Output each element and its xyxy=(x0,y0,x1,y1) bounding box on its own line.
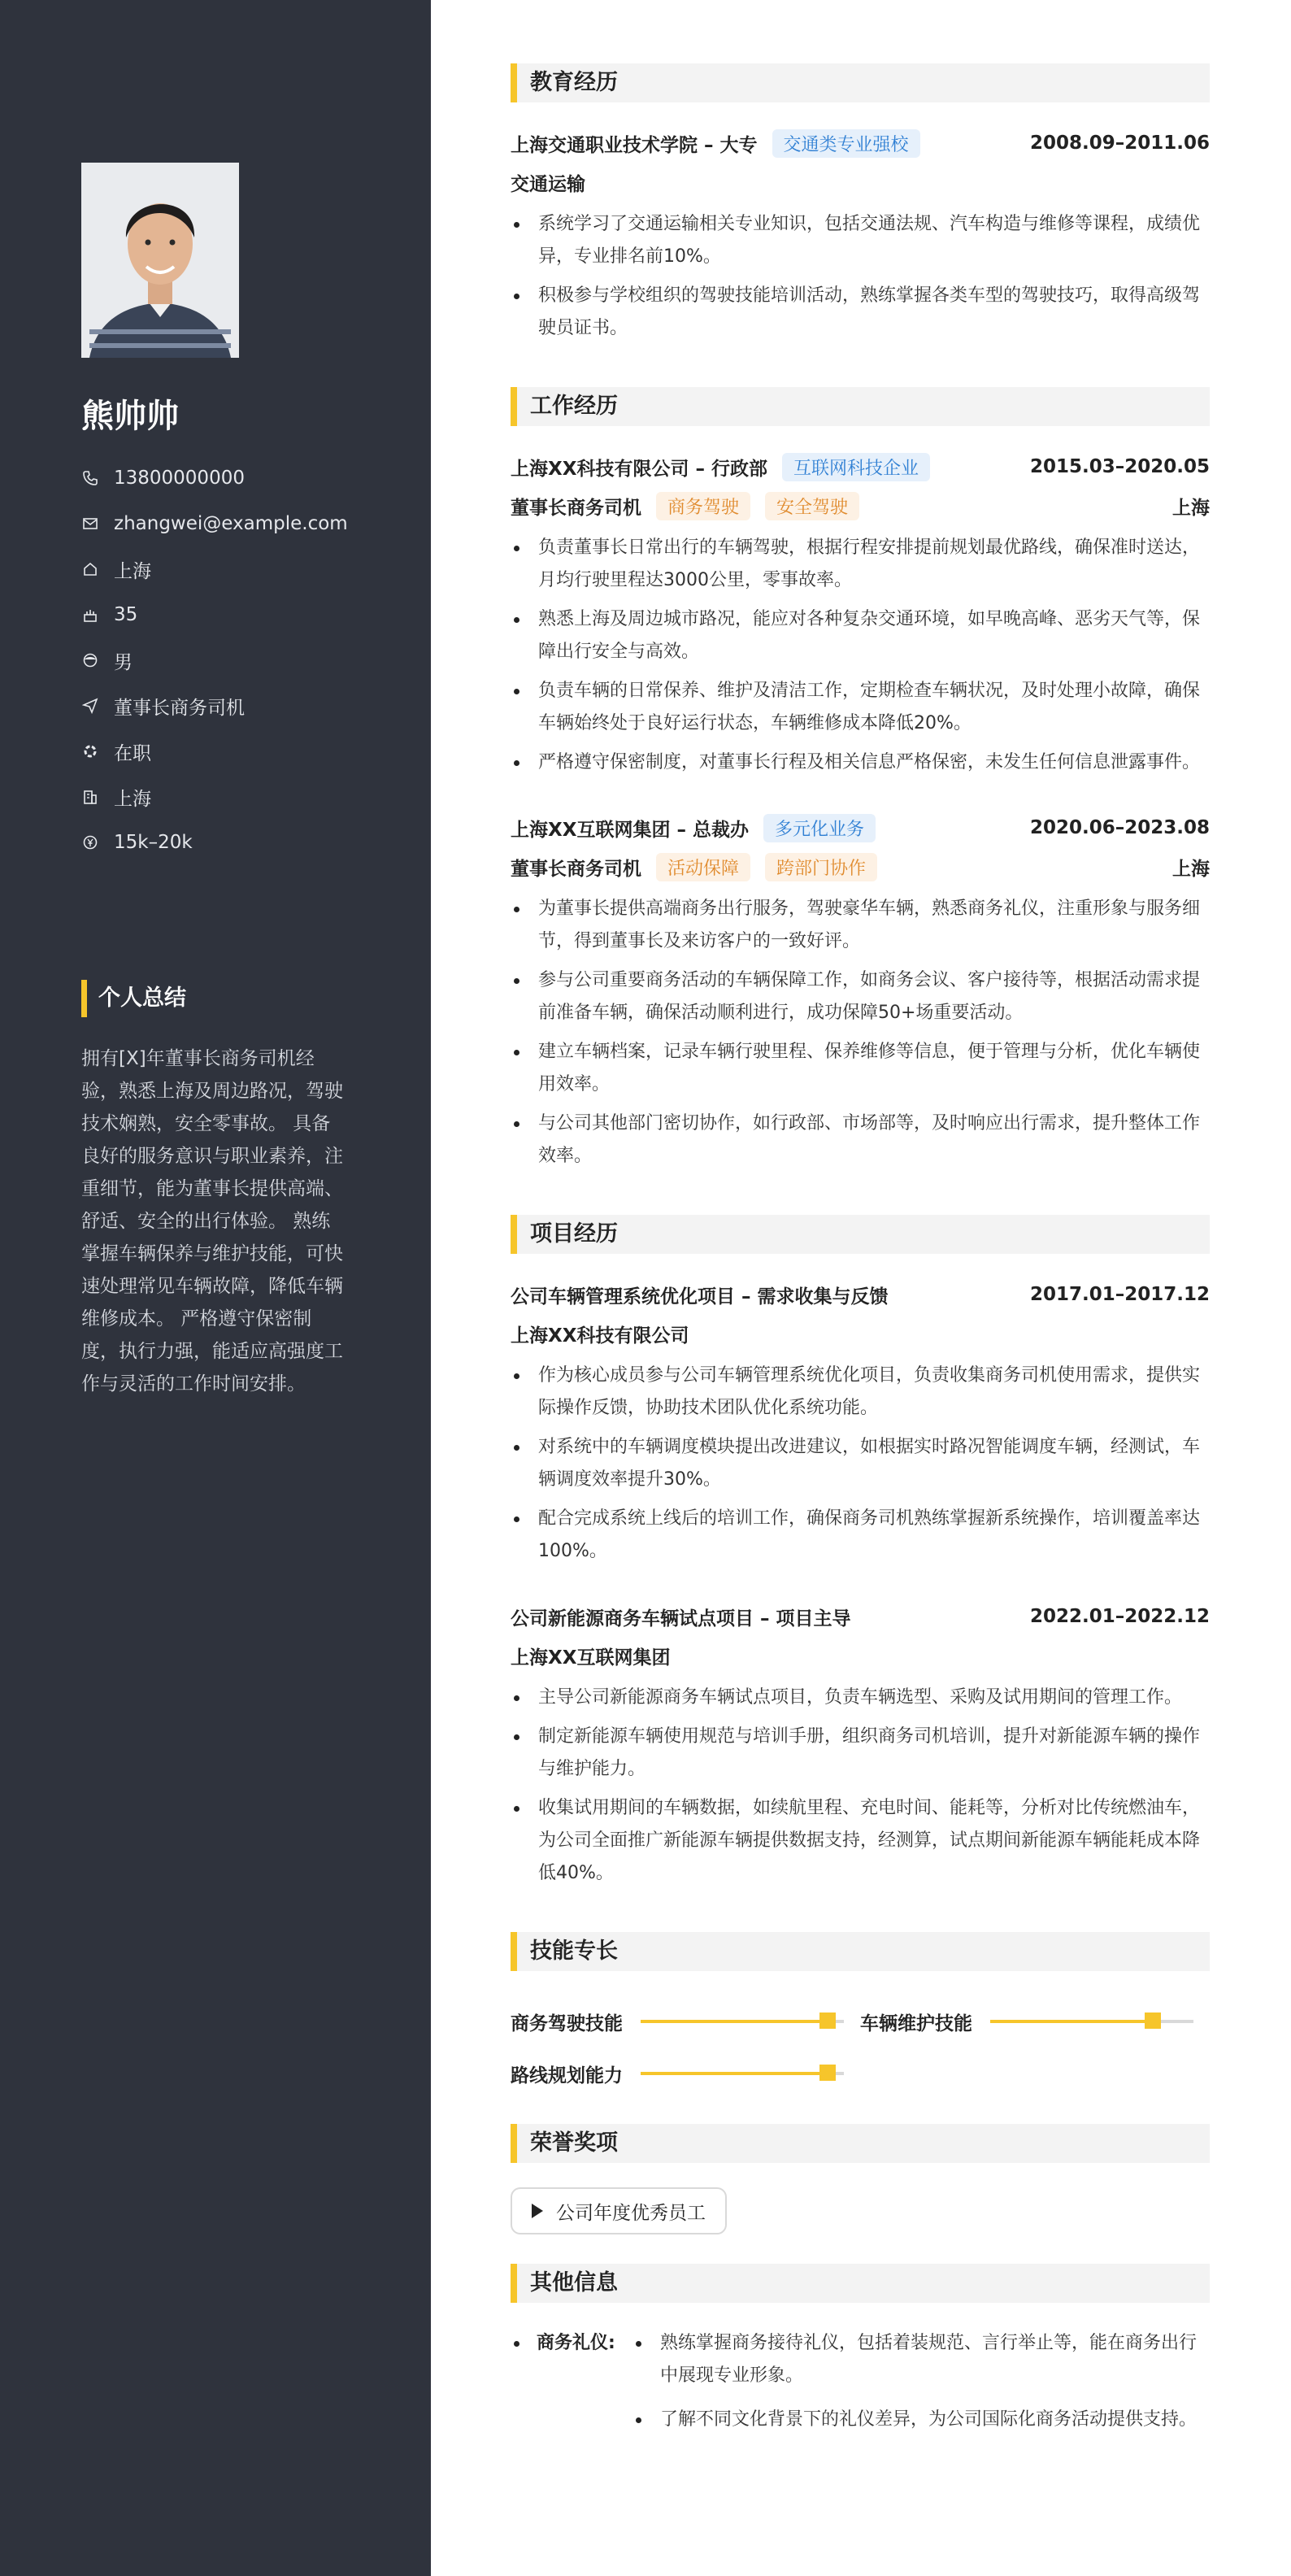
skill-item xyxy=(511,1995,860,2047)
position-row xyxy=(81,683,348,729)
job-header-row xyxy=(511,450,1210,483)
company-name: 上海XX科技有限公司 – 行政部 xyxy=(511,458,767,480)
work-heading: 工作经历 xyxy=(511,387,1210,426)
job-date: 2020.06–2023.08 xyxy=(1029,817,1210,838)
other-bullets xyxy=(632,2327,1210,2448)
skill-name: 商务驾驶技能 xyxy=(511,2012,623,2034)
major-row xyxy=(511,159,1210,205)
list-item: 为董事长提供高端商务出行服务，驾驶豪华车辆，熟悉商务礼仪，注重形象与服务细节，得到董事长及来访客户的一致好评。 xyxy=(511,893,1210,958)
award-item xyxy=(511,2187,727,2234)
job-role: 董事长商务司机 xyxy=(511,497,641,519)
job-entry xyxy=(511,450,1210,779)
project-name: 公司车辆管理系统优化项目 – 需求收集与反馈 xyxy=(511,1286,889,1308)
list-item: 积极参与学校组织的驾驶技能培训活动，熟练掌握各类车型的驾驶技巧，取得高级驾驶员证书。 xyxy=(511,280,1210,345)
send-icon xyxy=(81,697,99,715)
job-city: 上海 xyxy=(1172,858,1210,880)
location-row xyxy=(81,546,348,592)
skill-tag: 活动保障 xyxy=(656,853,750,881)
education-bullets xyxy=(511,208,1210,345)
project-bullets xyxy=(511,1360,1210,1568)
job-date: 2015.03–2020.05 xyxy=(1029,456,1210,477)
skill-tag: 安全驾驶 xyxy=(765,492,859,520)
list-item: 建立车辆档案，记录车辆行驶里程、保养维修等信息，便于管理与分析，优化车辆使用效率。 xyxy=(511,1036,1210,1101)
school-name: 上海交通职业技术学院 – 大专 xyxy=(511,134,758,156)
project-date: 2017.01–2017.12 xyxy=(1029,1284,1210,1305)
list-item: 主导公司新能源商务车辆试点项目，负责车辆选型、采购及试用期间的管理工作。 xyxy=(511,1682,1210,1714)
project-entry xyxy=(511,1600,1210,1890)
job-city: 上海 xyxy=(1172,497,1210,519)
project-entry xyxy=(511,1278,1210,1568)
candidate-name: 熊帅帅 xyxy=(81,398,179,435)
list-item: 作为核心成员参与公司车辆管理系统优化项目，负责收集商务司机使用需求，提供实际操作反馈，协助技术团队优化系统功能。 xyxy=(511,1360,1210,1425)
building-icon xyxy=(81,788,99,806)
list-item: 收集试用期间的车辆数据，如续航里程、充电时间、能耗等，分析对比传统燃油车，为公司全面推广新能源车辆提供数据支持，经测算，试点期间新能源车辆能耗成本降低40%。 xyxy=(511,1792,1210,1890)
salary-text: 15k–20k xyxy=(114,832,193,853)
list-item: 与公司其他部门密切协作，如行政部、市场部等，及时响应出行需求，提升整体工作效率。 xyxy=(511,1107,1210,1173)
skills-heading: 技能专长 xyxy=(511,1932,1210,1971)
job-bullets xyxy=(511,893,1210,1173)
other-key: 商务礼仪: xyxy=(511,2327,632,2448)
summary-text: 拥有[X]年董事长商务司机经验，熟悉上海及周边路况，驾驶技术娴熟，安全零事故。 具备良好的服务意识与职业素养，注重细节，能为董事长提供高端、舒适、安全的出行体验。 熟练掌握车辆保养与维护技能，可快速处理常见车辆故障，降低车辆维修成本。 严格遵守保密制度，执行力强，能适应高强度工作与灵活的工作时间安排。 xyxy=(81,1048,343,1395)
other-section xyxy=(511,2264,1210,2448)
company-tag: 互联网科技企业 xyxy=(782,453,930,481)
education-section xyxy=(511,63,1210,345)
job-role: 董事长商务司机 xyxy=(511,858,641,880)
list-item: 配合完成系统上线后的培训工作，确保商务司机熟练掌握新系统操作，培训覆盖率达100%。 xyxy=(511,1503,1210,1568)
project-date: 2022.01–2022.12 xyxy=(1029,1606,1210,1627)
project-org: 上海XX互联网集团 xyxy=(511,1647,671,1669)
gender-text: 男 xyxy=(114,651,133,673)
list-item: 了解不同文化背景下的礼仪差异，为公司国际化商务活动提供支持。 xyxy=(632,2404,1210,2436)
work-section xyxy=(511,387,1210,1173)
summary-title: 个人总结 xyxy=(81,980,186,1017)
company-name: 上海XX互联网集团 – 总裁办 xyxy=(511,819,749,841)
target-city-row xyxy=(81,774,348,820)
salary-row xyxy=(81,820,348,865)
other-info-row xyxy=(511,2327,1210,2448)
school-tag: 交通类专业强校 xyxy=(772,129,920,158)
position-text: 董事长商务司机 xyxy=(114,697,245,719)
list-item: 制定新能源车辆使用规范与培训手册，组织商务司机培训，提升对新能源车辆的操作与维护能力。 xyxy=(511,1721,1210,1786)
status-icon xyxy=(81,742,99,760)
list-item: 负责董事长日常出行的车辆驾驶，根据行程安排提前规划最优路线，确保准时送达，月均行驶里程达3000公里，零事故率。 xyxy=(511,532,1210,597)
list-item: 熟练掌握商务接待礼仪，包括着装规范、言行举止等，能在商务出行中展现专业形象。 xyxy=(632,2327,1210,2392)
phone-row xyxy=(81,455,348,501)
project-bullets xyxy=(511,1682,1210,1890)
main-content xyxy=(511,63,1210,2490)
skill-level-handle xyxy=(1145,2012,1161,2029)
contact-info-list xyxy=(81,455,348,865)
phone-icon xyxy=(81,469,99,487)
skill-level-bar xyxy=(641,2020,844,2023)
project-org-row xyxy=(511,1311,1210,1356)
skill-level-bar xyxy=(990,2020,1193,2023)
honors-heading: 荣誉奖项 xyxy=(511,2124,1210,2163)
gender-row xyxy=(81,637,348,683)
list-item: 严格遵守保密制度，对董事长行程及相关信息严格保密，未发生任何信息泄露事件。 xyxy=(511,746,1210,779)
mail-icon xyxy=(81,515,99,533)
skills-list xyxy=(511,1995,1210,2100)
sidebar xyxy=(0,0,431,2576)
skill-name: 车辆维护技能 xyxy=(860,2012,972,2034)
job-bullets xyxy=(511,532,1210,779)
cake-icon xyxy=(81,606,99,624)
home-icon xyxy=(81,560,99,578)
job-header-row xyxy=(511,812,1210,844)
avatar-portrait-icon xyxy=(81,163,239,358)
skill-level-fill xyxy=(641,2072,828,2075)
phone-text: 13800000000 xyxy=(114,468,245,489)
skill-tag: 商务驾驶 xyxy=(656,492,750,520)
project-header-row xyxy=(511,1600,1210,1633)
skills-section xyxy=(511,1932,1210,2100)
job-entry xyxy=(511,812,1210,1173)
skill-level-fill xyxy=(641,2020,828,2023)
skill-level-handle xyxy=(819,2065,836,2081)
target-city-text: 上海 xyxy=(114,788,151,810)
list-item: 参与公司重要商务活动的车辆保障工作，如商务会议、客户接待等，根据活动需求提前准备车辆，确保活动顺利进行，成功保障50+场重要活动。 xyxy=(511,964,1210,1029)
skill-tag: 跨部门协作 xyxy=(765,853,877,881)
skill-item xyxy=(860,1995,1210,2047)
education-header-row xyxy=(511,127,1210,159)
project-name: 公司新能源商务车辆试点项目 – 项目主导 xyxy=(511,1608,851,1630)
age-row xyxy=(81,592,348,637)
projects-section xyxy=(511,1215,1210,1890)
avatar xyxy=(81,163,239,358)
project-header-row xyxy=(511,1278,1210,1311)
age-text: 35 xyxy=(114,604,138,625)
list-item: 对系统中的车辆调度模块提出改进建议，如根据实时路况智能调度车辆，经测试，车辆调度效率提升30%。 xyxy=(511,1431,1210,1496)
skill-name: 路线规划能力 xyxy=(511,2065,623,2086)
gender-icon xyxy=(81,651,99,669)
project-org-row xyxy=(511,1633,1210,1678)
email-text: zhangwei@example.com xyxy=(114,513,348,534)
yuan-icon xyxy=(81,833,99,851)
list-item: 负责车辆的日常保养、维护及清洁工作，定期检查车辆状况，及时处理小故障，确保车辆始终处于良好运行状态，车辆维修成本降低20%。 xyxy=(511,675,1210,740)
skill-level-handle xyxy=(819,2012,836,2029)
list-item: 熟悉上海及周边城市路况，能应对各种复杂交通环境，如早晚高峰、恶劣天气等，保障出行安全与高效。 xyxy=(511,603,1210,668)
project-org: 上海XX科技有限公司 xyxy=(511,1325,689,1347)
status-row xyxy=(81,729,348,774)
skill-level-fill xyxy=(990,2020,1153,2023)
company-tag: 多元化业务 xyxy=(763,814,876,842)
location-text: 上海 xyxy=(114,560,151,582)
award-text: 公司年度优秀员工 xyxy=(556,2202,706,2224)
status-text: 在职 xyxy=(114,742,151,764)
job-role-row xyxy=(511,844,1210,890)
major-name: 交通运输 xyxy=(511,173,585,195)
list-item: 系统学习了交通运输相关专业知识，包括交通法规、汽车构造与维修等课程，成绩优异，专业排名前10%。 xyxy=(511,208,1210,273)
email-row xyxy=(81,501,348,546)
education-date: 2008.09–2011.06 xyxy=(1029,133,1210,154)
education-heading: 教育经历 xyxy=(511,63,1210,102)
projects-heading: 项目经历 xyxy=(511,1215,1210,1254)
skill-level-bar xyxy=(641,2072,844,2075)
job-role-row xyxy=(511,483,1210,529)
other-heading: 其他信息 xyxy=(511,2264,1210,2303)
play-icon xyxy=(532,2204,543,2218)
skill-item xyxy=(511,2047,860,2100)
honors-section xyxy=(511,2124,1210,2234)
